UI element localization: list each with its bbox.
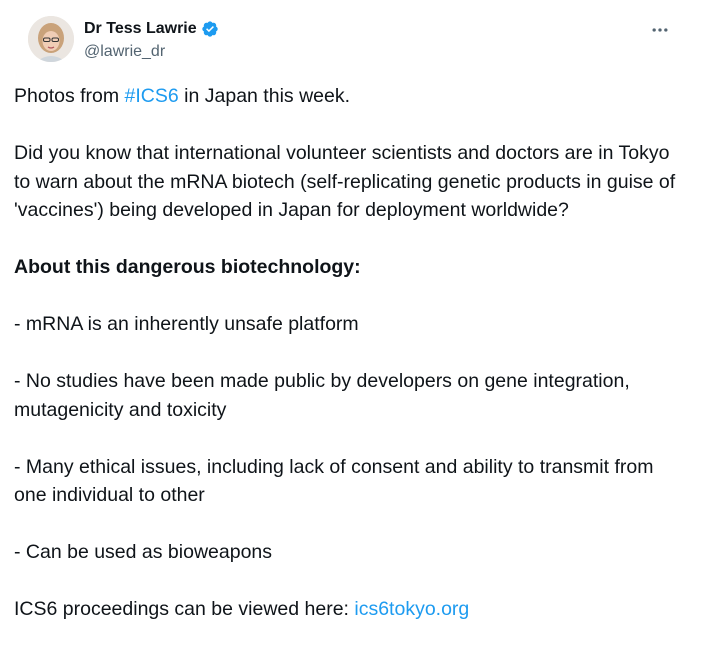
bullet-1: - mRNA is an inherently unsafe platform — [14, 313, 359, 335]
handle[interactable]: @lawrie_dr — [84, 43, 166, 60]
ellipsis-icon — [650, 20, 670, 40]
display-name[interactable]: Dr Tess Lawrie — [84, 20, 197, 37]
hashtag-link[interactable]: #ICS6 — [124, 85, 179, 107]
verified-badge-icon[interactable] — [201, 20, 219, 38]
avatar[interactable] — [28, 16, 74, 62]
avatar-portrait-icon — [28, 16, 74, 62]
proceedings-prefix: ICS6 proceedings can be viewed here: — [14, 598, 355, 620]
intro-prefix: Photos from — [14, 85, 125, 107]
tweet-line-intro — [14, 82, 690, 111]
tweet-header — [14, 0, 690, 78]
bullet-4: - Can be used as bioweapons — [14, 541, 273, 563]
proceedings-line — [14, 595, 690, 624]
more-options-button[interactable] — [648, 18, 672, 42]
tweet-text — [14, 82, 690, 624]
tweet-paragraph-2: Did you know that international volunteer scientists and doctors are in Tokyo to warn about the mRNA biotech (self-replicating genetic products in guise of 'vaccines') being developed in Japan for deployment worldwide? — [14, 142, 681, 221]
name-row — [84, 18, 219, 40]
author-names — [84, 18, 219, 61]
bullet-3: - Many ethical issues, including lack of consent and ability to transmit from one individual to other — [14, 455, 659, 506]
bullet-2: - No studies have been made public by developers on gene integration, mutagenicity and toxicity — [14, 370, 636, 421]
proceedings-link[interactable]: ics6tokyo.org — [354, 598, 470, 620]
intro-suffix: in Japan this week. — [178, 85, 351, 107]
tweet-heading: About this dangerous biotechnology: — [14, 256, 361, 278]
